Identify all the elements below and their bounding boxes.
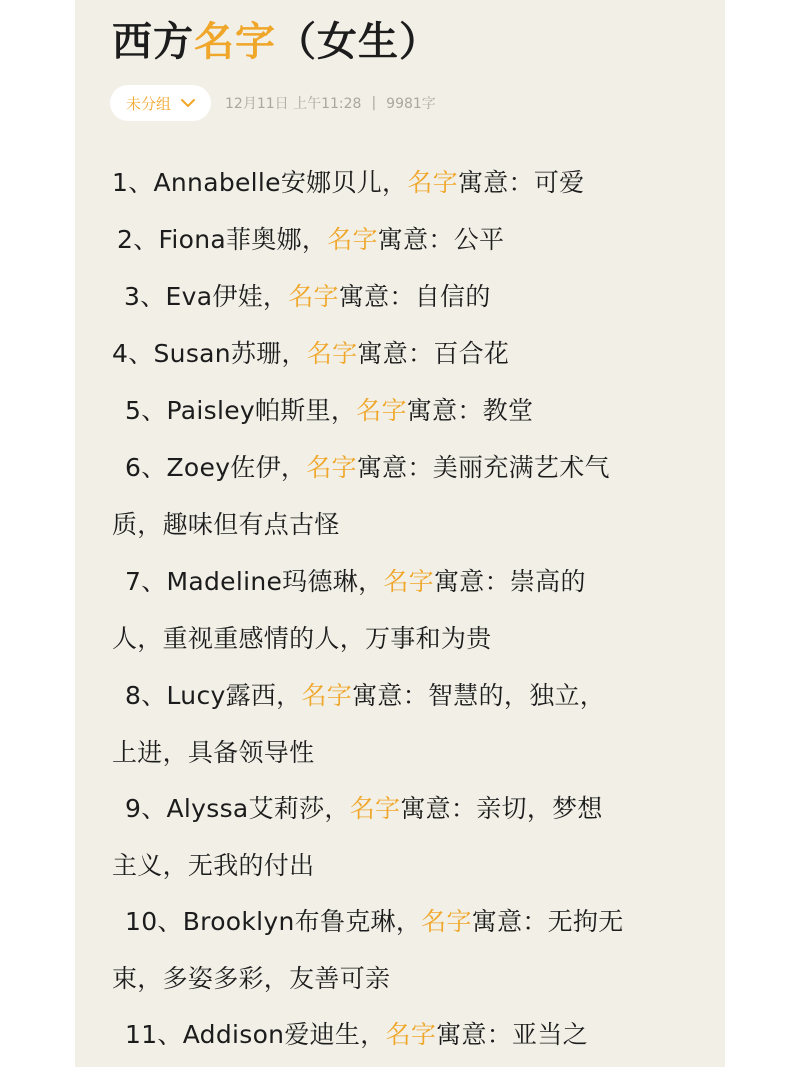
note-line: 主义，无我的付出 [112,851,315,880]
note-line: 上进，具备领导性 [112,738,315,767]
note-line: 8、Lucy露西，名字寓意：智慧的，独立， [125,681,606,710]
note-meta [110,85,436,121]
chevron-down-icon [179,94,197,112]
note-line: 7、Madeline玛德琳，名字寓意：崇高的 [125,567,586,596]
note-line: 2、Fiona菲奥娜，名字寓意：公平 [117,225,505,254]
title-highlight: 名字 [194,19,276,65]
word-count: 9981字 [386,96,436,112]
folder-selector[interactable] [110,85,211,121]
note-line: 10、Brooklyn布鲁克琳，名字寓意：无拘无 [125,907,624,936]
note-line: 质，趣味但有点古怪 [112,510,340,539]
note-line: 1、Annabelle安娜贝儿，名字寓意：可爱 [112,168,585,197]
note-line: 9、Alyssa艾莉莎，名字寓意：亲切，梦想 [125,794,603,823]
note-line: 6、Zoey佐伊，名字寓意：美丽充满艺术气 [125,453,610,482]
note-line: 人，重视重感情的人，万事和为贵 [112,624,492,653]
note-date: 12月11日 上午11:28 [225,96,362,112]
note-page [75,0,725,1067]
note-line: 4、Susan苏珊，名字寓意：百合花 [112,339,510,368]
meta-separator: | [371,95,377,111]
title-prefix: 西方 [112,19,194,65]
title-suffix: （女生） [276,19,440,65]
folder-label: 未分组 [126,94,172,113]
note-line: 5、Paisley帕斯里，名字寓意：教堂 [125,396,534,425]
note-line: 束，多姿多彩，友善可亲 [112,964,391,993]
note-line: 3、Eva伊娃，名字寓意：自信的 [124,282,491,311]
note-title [112,10,440,74]
note-line: 11、Addison爱迪生，名字寓意：亚当之 [125,1020,588,1049]
